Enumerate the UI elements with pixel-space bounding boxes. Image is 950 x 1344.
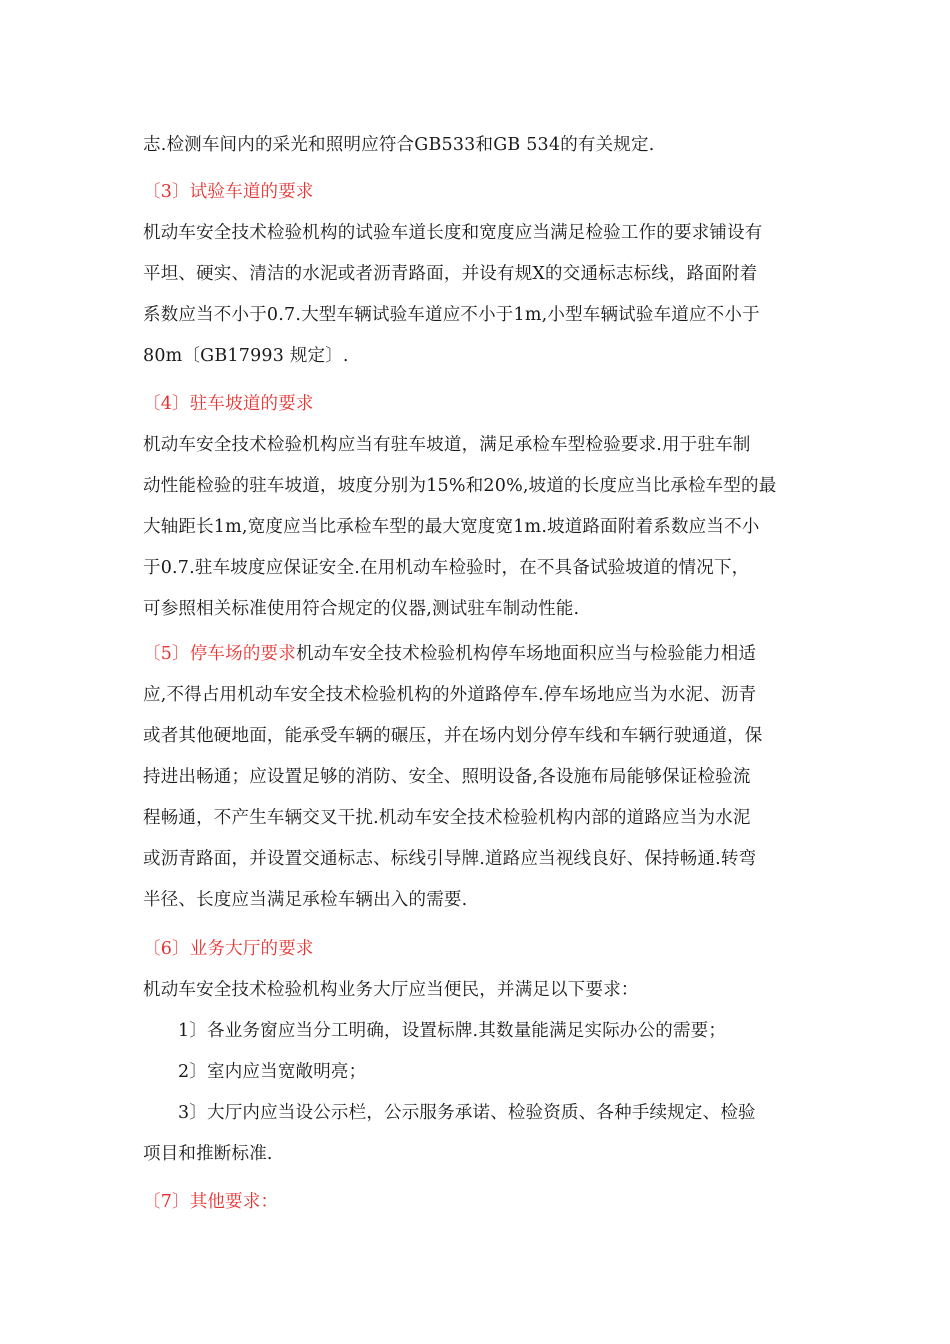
text-line: 可参照相关标准使用符合规定的仪器,测试驻车制动性能. <box>143 599 580 619</box>
text-line: 或沥青路面，并设置交通标志、标线引导牌.道路应当视线良好、保持畅通.转弯 <box>143 849 757 869</box>
section-heading-7: 〔7〕其他要求： <box>143 1192 279 1212</box>
text-line: 或者其他硬地面，能承受车辆的碾压，并在场内划分停车线和车辆行驶通道，保 <box>143 726 763 746</box>
text-line: 80m〔GB17993 规定〕. <box>143 346 349 366</box>
text-line: 机动车安全技术检验机构业务大厅应当便民，并满足以下要求： <box>143 980 639 1000</box>
text-line: 持进出畅通；应设置足够的消防、安全、照明设备,各设施布局能够保证检验流 <box>143 767 751 787</box>
list-item: 3〕大厅内应当设公示栏，公示服务承诺、检验资质、各种手续规定、检验 <box>178 1103 756 1123</box>
text-line: 半径、长度应当满足承检车辆出入的需要. <box>143 890 468 910</box>
text-line: 机动车安全技术检验机构应当有驻车坡道，满足承检车型检验要求.用于驻车制 <box>143 435 751 455</box>
text-line: 动性能检验的驻车坡道，坡度分别为15%和20%,坡道的长度应当比承检车型的最 <box>143 476 777 496</box>
text-line: 机动车安全技术检验机构的试验车道长度和宽度应当满足检验工作的要求铺设有 <box>143 223 763 243</box>
paragraph-line <box>143 642 756 666</box>
text-line: 系数应当不小于0.7.大型车辆试验车道应不小于1m,小型车辆试验车道应不小于 <box>143 305 760 325</box>
text-line: 志.检测车间内的采光和照明应符合GB533和GB 534的有关规定. <box>143 135 655 155</box>
text-line: 平坦、硬实、清洁的水泥或者沥青路面，并设有规X的交通标志标线，路面附着 <box>143 264 758 284</box>
text-line: 大轴距长1m,宽度应当比承检车型的最大宽度宽1m.坡道路面附着系数应当不小 <box>143 517 760 537</box>
section-heading-3: 〔3〕试验车道的要求 <box>143 182 314 202</box>
section-heading-4: 〔4〕驻车坡道的要求 <box>143 394 314 414</box>
text-line: 于0.7.驻车坡度应保证安全.在用机动车检验时，在不具备试验坡道的情况下， <box>143 558 750 578</box>
section-heading-6: 〔6〕业务大厅的要求 <box>143 939 314 959</box>
text-line: 项目和推断标准. <box>143 1144 273 1164</box>
list-item: 1〕各业务窗应当分工明确，设置标牌.其数量能满足实际办公的需要； <box>178 1021 727 1041</box>
text-line: 程畅通，不产生车辆交叉干扰.机动车安全技术检验机构内部的道路应当为水泥 <box>143 808 751 828</box>
text-span: 机动车安全技术检验机构停车场地面积应当与检验能力相适 <box>295 644 757 664</box>
list-item: 2〕室内应当宽敞明亮； <box>178 1062 367 1082</box>
text-line: 应,不得占用机动车安全技术检验机构的外道路停车.停车场地应当为水泥、沥青 <box>143 685 757 705</box>
section-heading-5: 〔5〕停车场的要求 <box>143 644 296 664</box>
